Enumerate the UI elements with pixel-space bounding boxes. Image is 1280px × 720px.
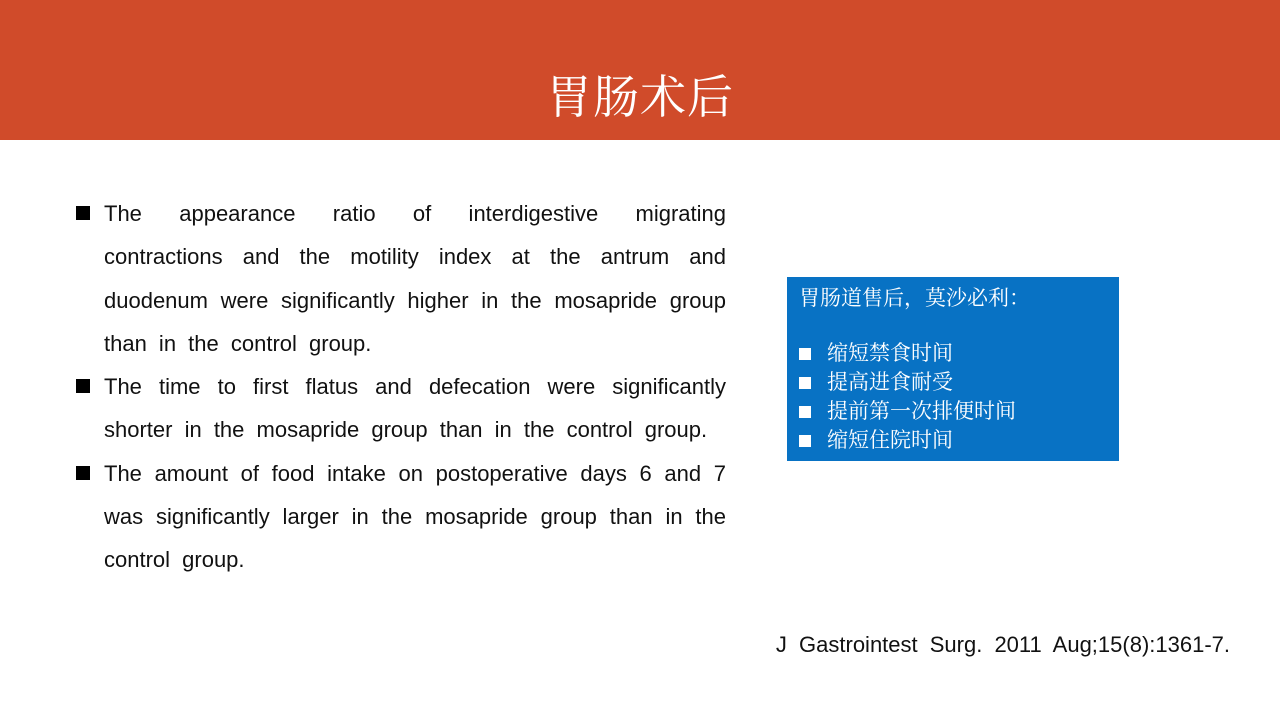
square-bullet-icon bbox=[76, 206, 90, 220]
square-bullet-icon bbox=[76, 466, 90, 480]
square-bullet-icon bbox=[799, 377, 811, 389]
citation: J Gastrointest Surg. 2011 Aug;15(8):1361-7. bbox=[775, 632, 1230, 657]
summary-item bbox=[799, 368, 1016, 397]
summary-box-title: 胃肠道售后，莫沙必利： bbox=[799, 286, 1030, 310]
square-bullet-icon bbox=[799, 435, 811, 447]
summary-list bbox=[799, 339, 1016, 455]
summary-item bbox=[799, 397, 1016, 426]
finding-item bbox=[76, 192, 726, 365]
finding-text: The time to first flatus and defecation were significantly shorter in the mosapride group than in the control group. bbox=[104, 374, 726, 443]
square-bullet-icon bbox=[799, 348, 811, 360]
finding-item bbox=[76, 452, 726, 582]
summary-item-text: 提前第一次排便时间 bbox=[827, 399, 1016, 423]
square-bullet-icon bbox=[799, 406, 811, 418]
findings-list bbox=[76, 192, 726, 582]
slide-title: 胃肠术后 bbox=[546, 70, 734, 124]
summary-item-text: 缩短住院时间 bbox=[827, 428, 953, 452]
finding-text: The amount of food intake on postoperative days 6 and 7 was significantly larger in the mosapride group than in the control group. bbox=[104, 460, 726, 573]
summary-item bbox=[799, 426, 1016, 455]
summary-box bbox=[787, 277, 1119, 461]
finding-text: The appearance ratio of interdigestive migrating contractions and the motility index at the antrum and duodenum were significantly higher in the mosapride group than in the control group. bbox=[104, 201, 726, 356]
square-bullet-icon bbox=[76, 379, 90, 393]
summary-item bbox=[799, 339, 1016, 368]
summary-item-text: 提高进食耐受 bbox=[827, 370, 953, 394]
summary-item-text: 缩短禁食时间 bbox=[827, 341, 953, 365]
finding-item bbox=[76, 365, 726, 452]
